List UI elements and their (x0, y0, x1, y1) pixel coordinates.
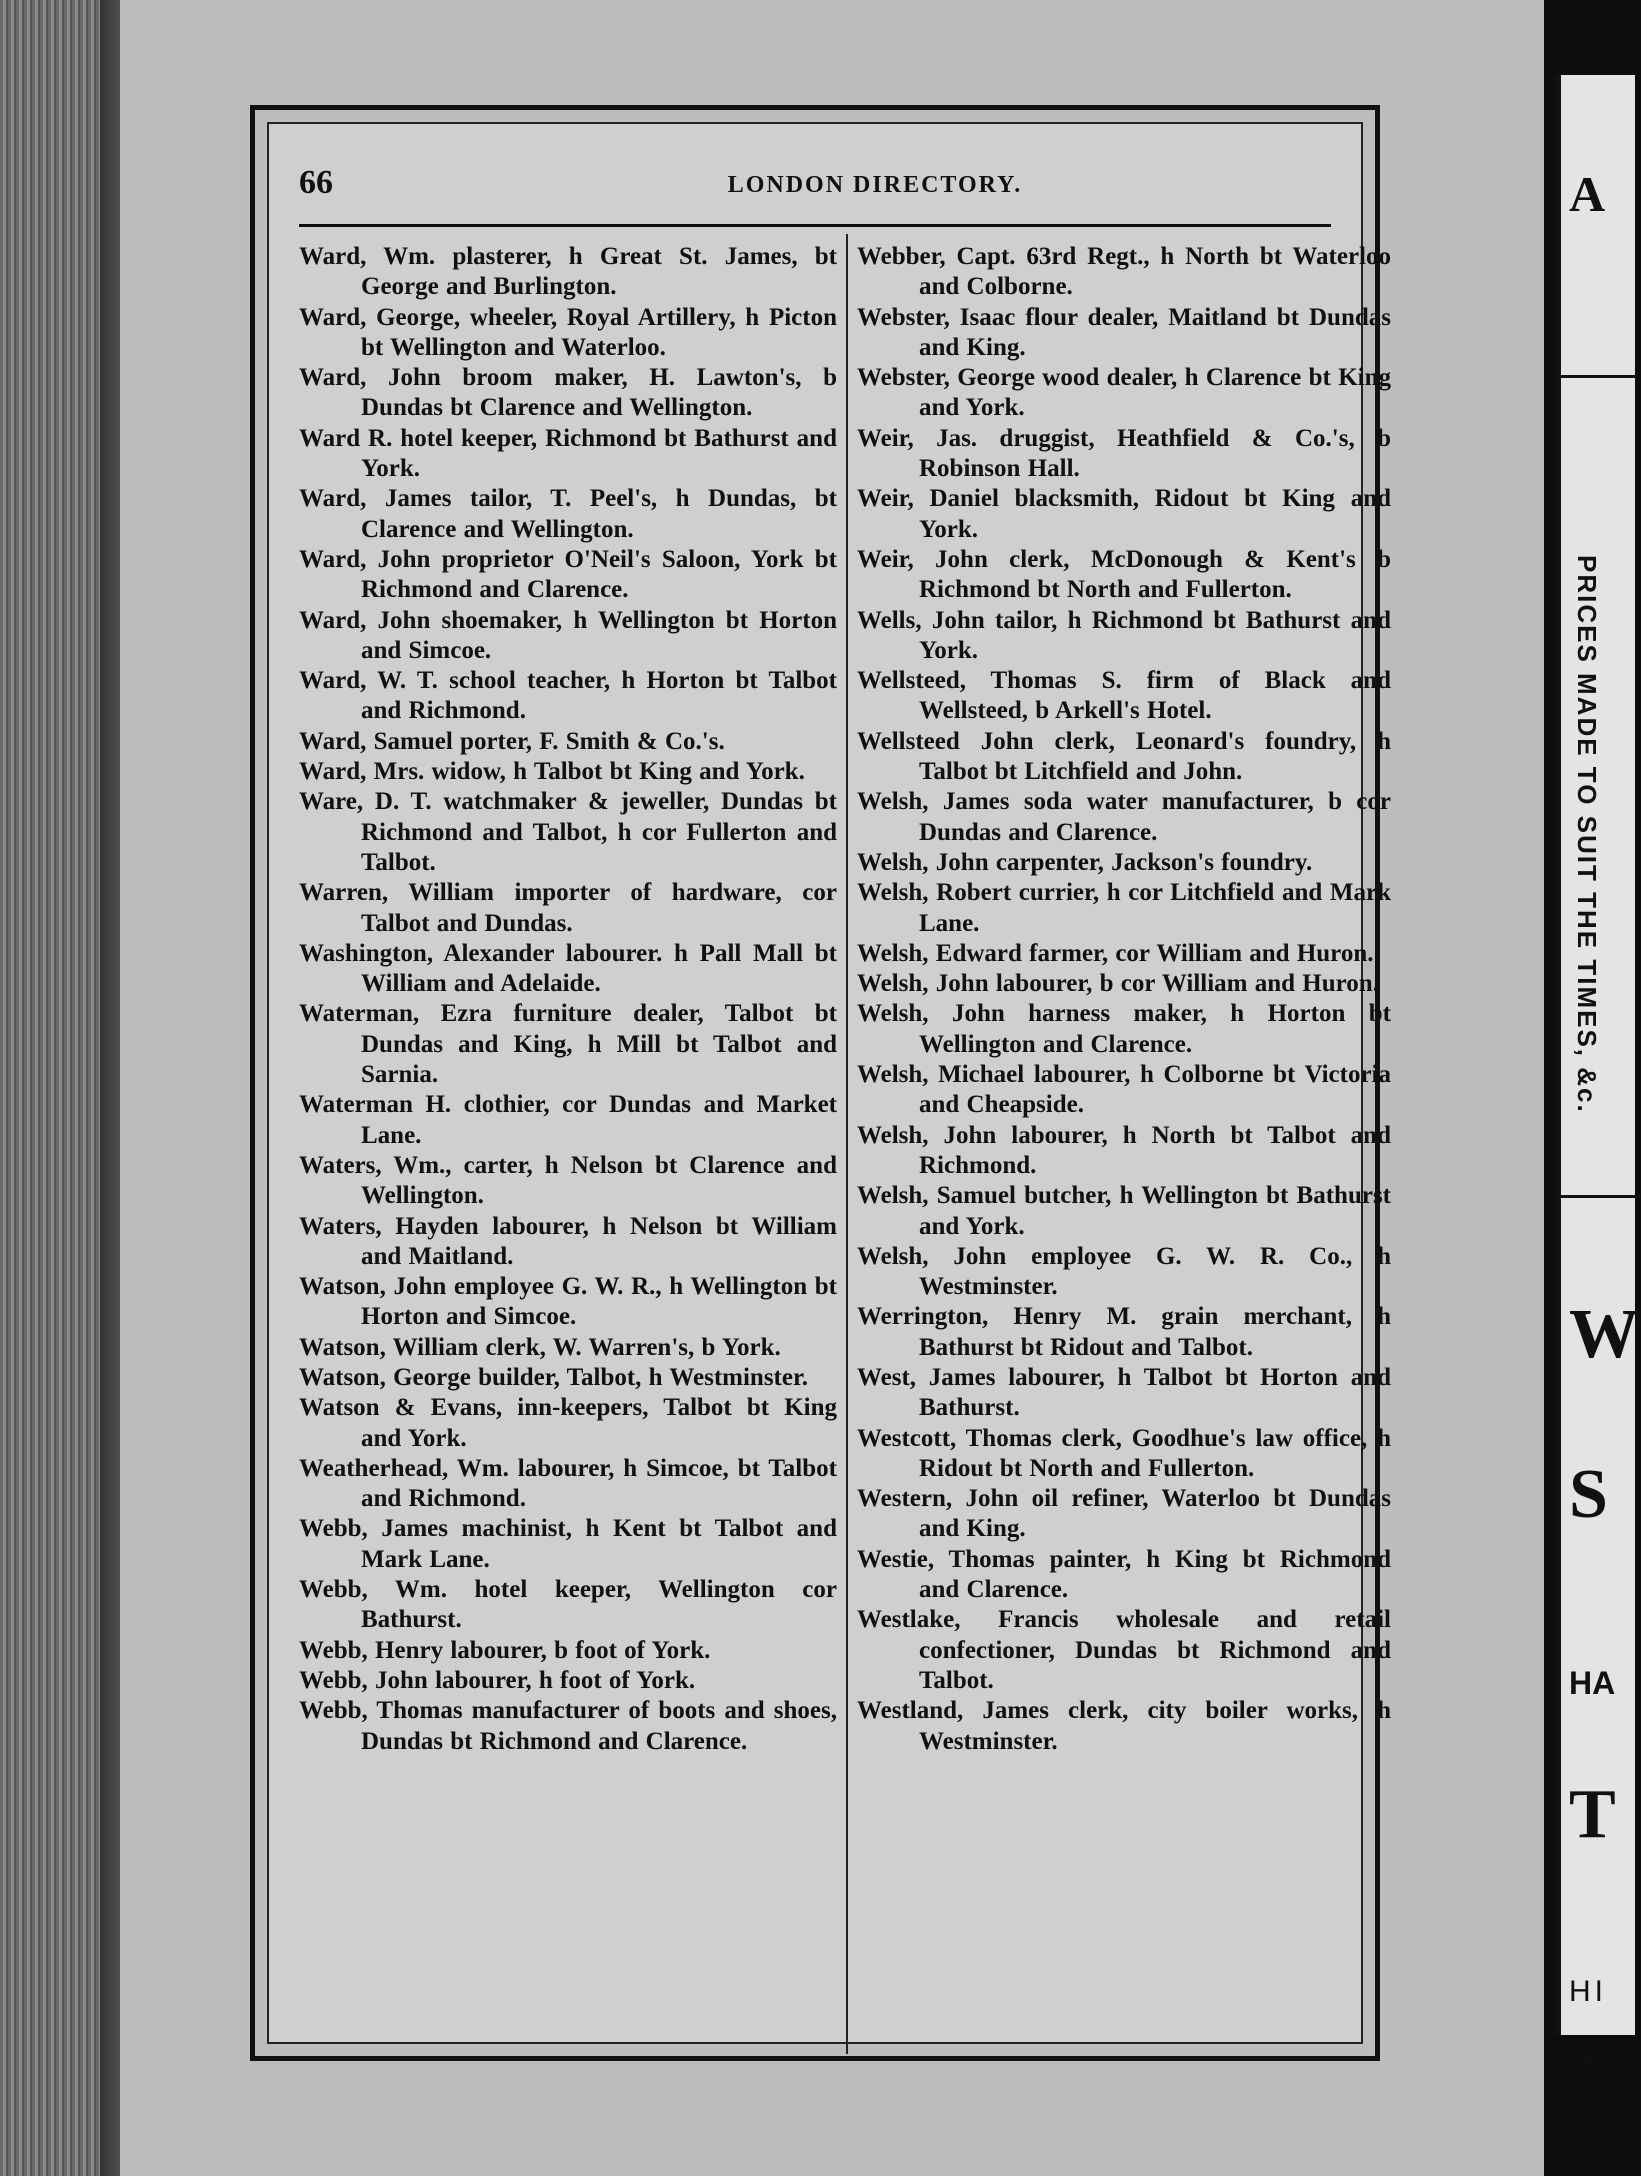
advert-word-hi: HI (1569, 1975, 1607, 2008)
directory-entry: Welsh, John harness maker, h Horton bt Wellington and Clarence. (857, 1000, 1391, 1058)
directory-entry: Welsh, John labourer, b cor William and Huron. (857, 970, 1379, 998)
directory-entry: Welsh, Michael labourer, h Colborne bt Victoria and Cheapside. (857, 1061, 1391, 1119)
directory-entry: Webster, George wood dealer, h Clarence bt King and York. (857, 364, 1391, 422)
directory-entry: Ward, W. T. school teacher, h Horton bt Talbot and Richmond. (299, 667, 837, 725)
directory-entry: Watson, George builder, Talbot, h Westminster. (299, 1363, 809, 1391)
page-inner-border (267, 122, 1391, 2044)
directory-entry: Ware, D. T. watchmaker & jeweller, Dundas bt Richmond and Talbot, h cor Fullerton and Talbot. (299, 788, 837, 876)
page-header (299, 164, 1331, 224)
directory-entry: Wellsteed John clerk, Leonard's foundry, h Talbot bt Litchfield and John. (857, 727, 1391, 786)
directory-entry: Weir, Daniel blacksmith, Ridout bt King and York. (857, 485, 1391, 543)
directory-entry: Welsh, James soda water manufacturer, b cor Dundas and Clarence. (857, 788, 1391, 846)
advert-letter-w: W (1569, 1296, 1639, 1373)
directory-entry: Ward, Wm. plasterer, h Great St. James, bt George and Burlington. (299, 243, 837, 301)
directory-entry: Webb, Wm. hotel keeper, Wellington cor Bathurst. (299, 1576, 837, 1634)
directory-entry: Westland, James clerk, city boiler works, h Westminster. (857, 1697, 1391, 1755)
directory-entry: Ward, James tailor, T. Peel's, h Dundas, bt Clarence and Wellington. (299, 485, 837, 543)
advert-rule (1561, 375, 1641, 378)
directory-entry: Welsh, Edward farmer, cor William and Huron. (857, 939, 1374, 967)
directory-entry: Westie, Thomas painter, h King bt Richmond and Clarence. (857, 1545, 1391, 1604)
directory-entry: Watson, William clerk, W. Warren's, b York. (299, 1333, 781, 1361)
header-rule (299, 224, 1331, 227)
directory-entry: Westcott, Thomas clerk, Goodhue's law office, h Ridout bt North and Fullerton. (857, 1424, 1391, 1482)
directory-entry: Webb, Henry labourer, b foot of York. (299, 1636, 711, 1664)
running-title: LONDON DIRECTORY. (727, 172, 1023, 198)
directory-entry: Welsh, John employee G. W. R. Co., h Westminster. (857, 1242, 1391, 1301)
left-column (299, 242, 837, 1757)
directory-entry: Webb, John labourer, h foot of York. (299, 1666, 696, 1694)
directory-entry: Watson & Evans, inn-keepers, Talbot bt King and York. (299, 1394, 837, 1452)
directory-entry: Webb, James machinist, h Kent bt Talbot and Mark Lane. (299, 1515, 837, 1573)
advert-letter-a: A (1569, 166, 1606, 222)
directory-entry: Waters, Hayden labourer, h Nelson bt William and Maitland. (299, 1212, 837, 1270)
advert-word-situat: Situat (1567, 2050, 1614, 2070)
directory-entry: West, James labourer, h Talbot bt Horton and Bathurst. (857, 1363, 1391, 1422)
directory-entry: Waterman H. clothier, cor Dundas and Market Lane. (299, 1091, 837, 1149)
directory-entry: Waterman, Ezra furniture dealer, Talbot bt Dundas and King, h Mill bt Talbot and Sarnia. (299, 1000, 837, 1089)
directory-entry: Westlake, Francis wholesale and retail confectioner, Dundas bt Richmond and Talbot. (857, 1606, 1391, 1694)
advert-letter-t: T (1569, 1776, 1616, 1853)
directory-entry: Ward, Mrs. widow, h Talbot bt King and York. (299, 758, 805, 786)
right-column (857, 242, 1391, 1757)
directory-entry: Webster, Isaac flour dealer, Maitland bt Dundas and King. (857, 303, 1391, 361)
directory-entry: Webber, Capt. 63rd Regt., h North bt Waterloo and Colborne. (857, 243, 1391, 301)
directory-entry: Ward R. hotel keeper, Richmond bt Bathurst and York. (299, 424, 837, 483)
page-border (250, 105, 1391, 2061)
column-divider (846, 234, 848, 2054)
directory-entry: Weir, Jas. druggist, Heathfield & Co.'s, b Robinson Hall. (857, 424, 1391, 483)
directory-entry: Washington, Alexander labourer. h Pall Mall bt William and Adelaide. (299, 939, 837, 998)
page-number: 66 (299, 164, 333, 201)
directory-entry: Ward, John shoemaker, h Wellington bt Horton and Simcoe. (299, 606, 837, 664)
directory-entry: Webb, Thomas manufacturer of boots and shoes, Dundas bt Richmond and Clarence. (299, 1697, 837, 1755)
directory-entry: Watson, John employee G. W. R., h Wellington bt Horton and Simcoe. (299, 1273, 837, 1331)
directory-entry: Ward, Samuel porter, F. Smith & Co.'s. (299, 727, 725, 755)
directory-entry: Welsh, Robert currier, h cor Litchfield and Mark Lane. (857, 879, 1391, 937)
directory-entry: Ward, John proprietor O'Neil's Saloon, York bt Richmond and Clarence. (299, 545, 837, 604)
directory-entry: Werrington, Henry M. grain merchant, h Bathurst bt Ridout and Talbot. (857, 1303, 1391, 1361)
advert-word-ha: HA (1569, 1665, 1616, 1701)
directory-entry: Western, John oil refiner, Waterloo bt Dundas and King. (857, 1485, 1391, 1543)
directory-entry: Wellsteed, Thomas S. firm of Black and Wellsteed, b Arkell's Hotel. (857, 667, 1391, 725)
advert-letter-s: S (1569, 1456, 1608, 1533)
directory-entry: Warren, William importer of hardware, cor Talbot and Dundas. (299, 879, 837, 937)
adjacent-advertisement (1555, 75, 1639, 2070)
advert-vertical-text: PRICES MADE TO SUIT THE TIMES, &c. (1572, 555, 1602, 1114)
directory-entry: Welsh, Samuel butcher, h Wellington bt Bathurst and York. (857, 1182, 1391, 1240)
directory-entry: Ward, George, wheeler, Royal Artillery, h Picton bt Wellington and Waterloo. (299, 303, 837, 361)
advert-rule (1561, 1195, 1641, 1198)
directory-entry: Wells, John tailor, h Richmond bt Bathurst and York. (857, 606, 1391, 664)
directory-entry: Ward, John broom maker, H. Lawton's, b Dundas bt Clarence and Wellington. (299, 364, 837, 422)
directory-entry: Welsh, John carpenter, Jackson's foundry. (857, 848, 1313, 876)
directory-entry: Weatherhead, Wm. labourer, h Simcoe, bt Talbot and Richmond. (299, 1454, 837, 1513)
directory-entry: Waters, Wm., carter, h Nelson bt Clarence and Wellington. (299, 1151, 837, 1210)
directory-entry: Weir, John clerk, McDonough & Kent's b Richmond bt North and Fullerton. (857, 545, 1391, 604)
directory-entry: Welsh, John labourer, h North bt Talbot and Richmond. (857, 1121, 1391, 1179)
